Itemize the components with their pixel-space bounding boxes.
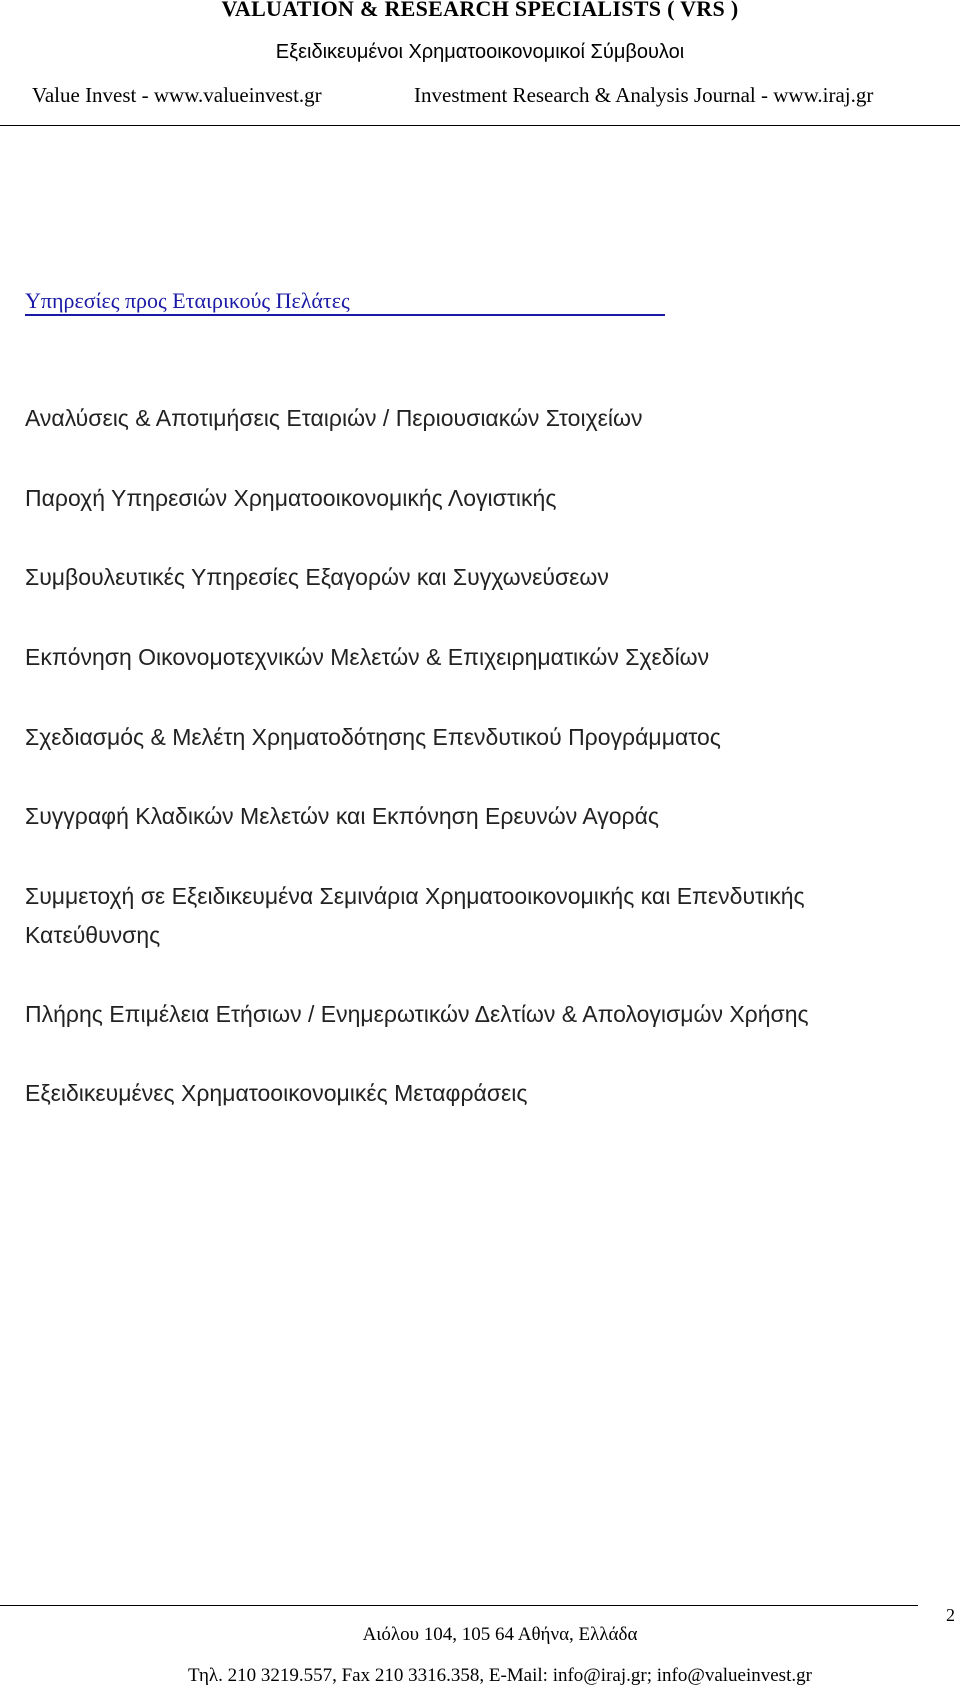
service-item: Πλήρης Επιμέλεια Ετήσιων / Ενημερωτικών Δελτίων & Απολογισμών Χρήσης (25, 1001, 809, 1027)
footer-address: Αιόλου 104, 105 64 Αθήνα, Ελλάδα (362, 1624, 638, 1645)
service-item: Εκπόνηση Οικονομοτεχνικών Μελετών & Επιχειρηματικών Σχεδίων (25, 644, 710, 670)
service-item: Αναλύσεις & Αποτιμήσεις Εταιριών / Περιουσιακών Στοιχείων (25, 405, 643, 431)
footer-divider (0, 1605, 918, 1606)
section-title: Υπηρεσίες προς Εταιρικούς Πελάτες (25, 287, 665, 316)
value-invest-link[interactable]: Value Invest - www.valueinvest.gr (32, 83, 322, 107)
footer-contact: Τηλ. 210 3219.557, Fax 210 3316.358, E-Mail: info@iraj.gr; info@valueinvest.gr (188, 1665, 812, 1686)
company-tagline: Εξειδικευμένοι Χρηματοοικονομικοί Σύμβουλοι (275, 41, 685, 63)
service-item: Συγγραφή Κλαδικών Μελετών και Εκπόνηση Ερευνών Αγοράς (25, 803, 660, 829)
service-item: Σχεδιασμός & Μελέτη Χρηματοδότησης Επενδυτικού Προγράμματος (25, 724, 721, 750)
service-item: Εξειδικευμένες Χρηματοοικονομικές Μεταφράσεις (25, 1080, 528, 1106)
iraj-link[interactable]: Investment Research & Analysis Journal - www.iraj.gr (414, 83, 874, 107)
service-item: Συμμετοχή σε Εξειδικευμένα Σεμινάρια Χρηματοοικονομικής και Επενδυτικής Κατεύθυνσης (25, 883, 805, 948)
service-item: Παροχή Υπηρεσιών Χρηματοοικονομικής Λογιστικής (25, 485, 557, 511)
company-name: VALUATION & RESEARCH SPECIALISTS ( VRS ) (221, 0, 739, 21)
page-number: 2 (946, 1605, 955, 1625)
service-item: Συμβουλευτικές Υπηρεσίες Εξαγορών και Συγχωνεύσεων (25, 564, 609, 590)
header-divider (0, 125, 960, 126)
